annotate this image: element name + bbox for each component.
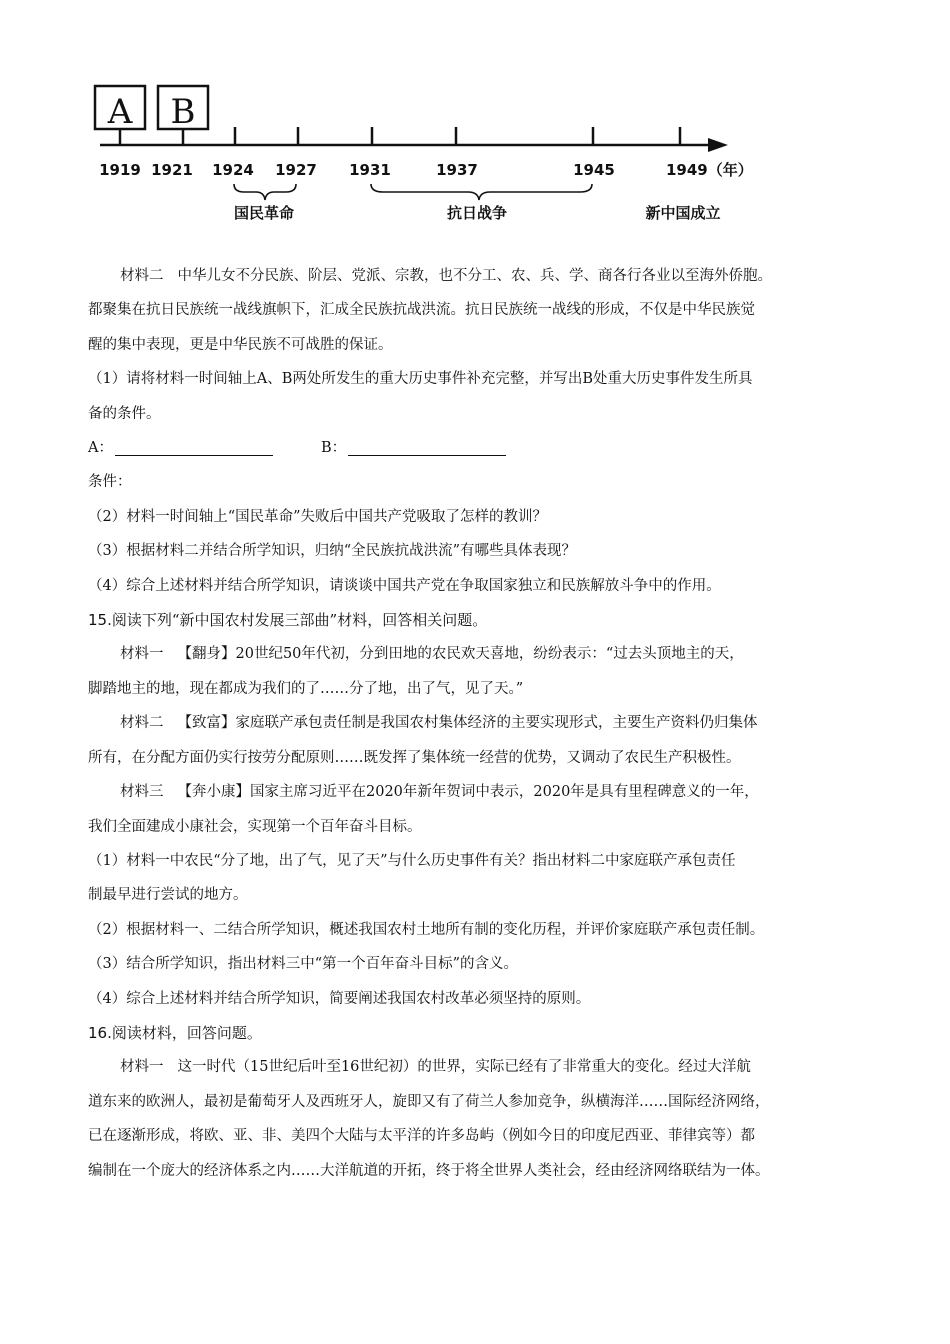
material-label: 材料二 xyxy=(120,715,164,732)
q14-answer-row xyxy=(88,431,868,465)
question-title: 阅读材料，回答问题。 xyxy=(111,1023,262,1042)
q15-question-2: （2）根据材料一、二结合所学知识，概述我国农村土地所有制的变化历程，并评价家庭联产承包责任制。 xyxy=(88,921,765,938)
material-label: 材料一 xyxy=(120,1059,164,1076)
answer-b-label: B： xyxy=(320,440,347,457)
year-label: 1949（年） xyxy=(666,161,753,179)
q14-condition-label: 条件： xyxy=(88,474,132,491)
q16-heading xyxy=(88,1016,868,1050)
box-a-label: A xyxy=(107,92,133,132)
q14-question-4: （4）综合上述材料并结合所学知识，请谈谈中国共产党在争取国家独立和民族解放斗争中的作用。 xyxy=(88,577,721,594)
year-label: 1937 xyxy=(436,161,478,179)
q15-question-4: （4）综合上述材料并结合所学知识，简要阐述我国农村改革必须坚持的原则。 xyxy=(88,990,591,1007)
brace-national-revolution xyxy=(234,184,296,200)
q14-question-2: （2）材料一时间轴上“国民革命”失败后中国共产党吸取了怎样的教训？ xyxy=(88,508,548,525)
q14-material2-line: 都聚集在抗日民族统一战线旗帜下，汇成全民族抗战洪流。抗日民族统一战线的形成，不仅是中华民族觉 xyxy=(88,302,755,319)
group-label-anti-japanese-war: 抗日战争 xyxy=(446,204,508,222)
question-number: 15. xyxy=(88,611,112,630)
brace-anti-japanese-war xyxy=(371,184,592,200)
q15-material2-line xyxy=(88,706,868,740)
q16-material1-line xyxy=(88,1050,868,1084)
answer-a-label: A： xyxy=(88,440,113,457)
document-body xyxy=(88,259,868,1188)
q15-question-1: （1）材料一中农民“分了地，出了气，见了天”与什么历史事件有关？指出材料二中家庭联产承包责任 xyxy=(88,852,736,869)
q14-question-3: （3）根据材料二并结合所学知识，归纳“全民族抗战洪流”有哪些具体表现？ xyxy=(88,543,577,560)
q14-material2-line xyxy=(88,259,868,293)
material-label: 材料二 xyxy=(120,268,164,284)
year-label: 1921 xyxy=(151,161,193,179)
q14-question-1: （1）请将材料一时间轴上A、B两处所发生的重大历史事件补充完整，并写出B处重大历史事件发生所具 xyxy=(88,371,753,388)
box-b-label: B xyxy=(170,92,196,132)
material-label: 材料三 xyxy=(120,784,164,801)
timeline-arrow xyxy=(708,138,728,152)
q15-material2-line: 所有，在分配方面仍实行按劳分配原则……既发挥了集体统一经营的优势，又调动了农民生产积极性。 xyxy=(88,749,741,766)
material-tag: 【翻身】 xyxy=(177,646,236,663)
q14-material2-line: 醒的集中表现，更是中华民族不可战胜的保证。 xyxy=(88,336,393,353)
year-label: 1927 xyxy=(275,161,317,179)
material-tag: 【致富】 xyxy=(177,715,236,732)
material-label: 材料一 xyxy=(120,646,164,663)
q15-material1-line xyxy=(88,637,868,671)
question-title: 阅读下列“新中国农村发展三部曲”材料，回答相关问题。 xyxy=(111,611,488,630)
material-text: 20世纪50年代初，分到田地的农民欢天喜地，纷纷表示：“过去头顶地主的天， xyxy=(235,646,744,663)
q16-material1-line: 编制在一个庞大的经济体系之内……大洋航道的开拓，终于将全世界人类社会，经由经济网络联结为一体。 xyxy=(88,1162,770,1179)
q15-question-3: （3）结合所学知识，指出材料三中“第一个百年奋斗目标”的含义。 xyxy=(88,956,519,973)
q15-material3-line: 我们全面建成小康社会，实现第一个百年奋斗目标。 xyxy=(88,818,422,835)
year-label: 1924 xyxy=(212,161,254,179)
year-label: 1919 xyxy=(99,161,141,179)
q16-material1-line: 道东来的欧洲人，最初是葡萄牙人及西班牙人，旋即又有了荷兰人参加竞争，纵横海洋……国际经济网络， xyxy=(88,1093,770,1110)
q16-material1-line: 已在逐渐形成，将欧、亚、非、美四个大陆与太平洋的许多岛屿（例如今日的印度尼西亚、菲律宾等）都 xyxy=(88,1128,755,1145)
material-text: 中华儿女不分民族、阶层、党派、宗教，也不分工、农、兵、学、商各行各业以至海外侨胞。 xyxy=(177,268,772,284)
question-number: 16. xyxy=(88,1023,112,1042)
material-tag: 【奔小康】 xyxy=(177,784,250,801)
group-label-new-china: 新中国成立 xyxy=(645,204,721,222)
material-text: 家庭联产承包责任制是我国农村集体经济的主要实现形式，主要生产资料仍归集体 xyxy=(235,715,758,732)
q15-heading xyxy=(88,603,868,637)
q15-material3-line xyxy=(88,775,868,809)
year-label: 1931 xyxy=(349,161,391,179)
q15-question-1-cont: 制最早进行尝试的地方。 xyxy=(88,887,248,904)
answer-a-blank[interactable] xyxy=(115,454,273,456)
timeline-diagram xyxy=(0,0,950,245)
q14-question-1-cont: 备的条件。 xyxy=(88,405,161,422)
group-label-national-revolution: 国民革命 xyxy=(233,204,295,222)
material-text: 这一时代（15世纪后叶至16世纪初）的世界，实际已经有了非常重大的变化。经过大洋航 xyxy=(177,1059,751,1076)
q15-material1-line: 脚踏地主的地，现在都成为我们的了……分了地，出了气，见了天。” xyxy=(88,680,524,697)
answer-b-blank[interactable] xyxy=(348,454,506,456)
year-label: 1945 xyxy=(573,161,615,179)
material-text: 国家主席习近平在2020年新年贺词中表示，2020年是具有里程碑意义的一年， xyxy=(250,784,759,801)
